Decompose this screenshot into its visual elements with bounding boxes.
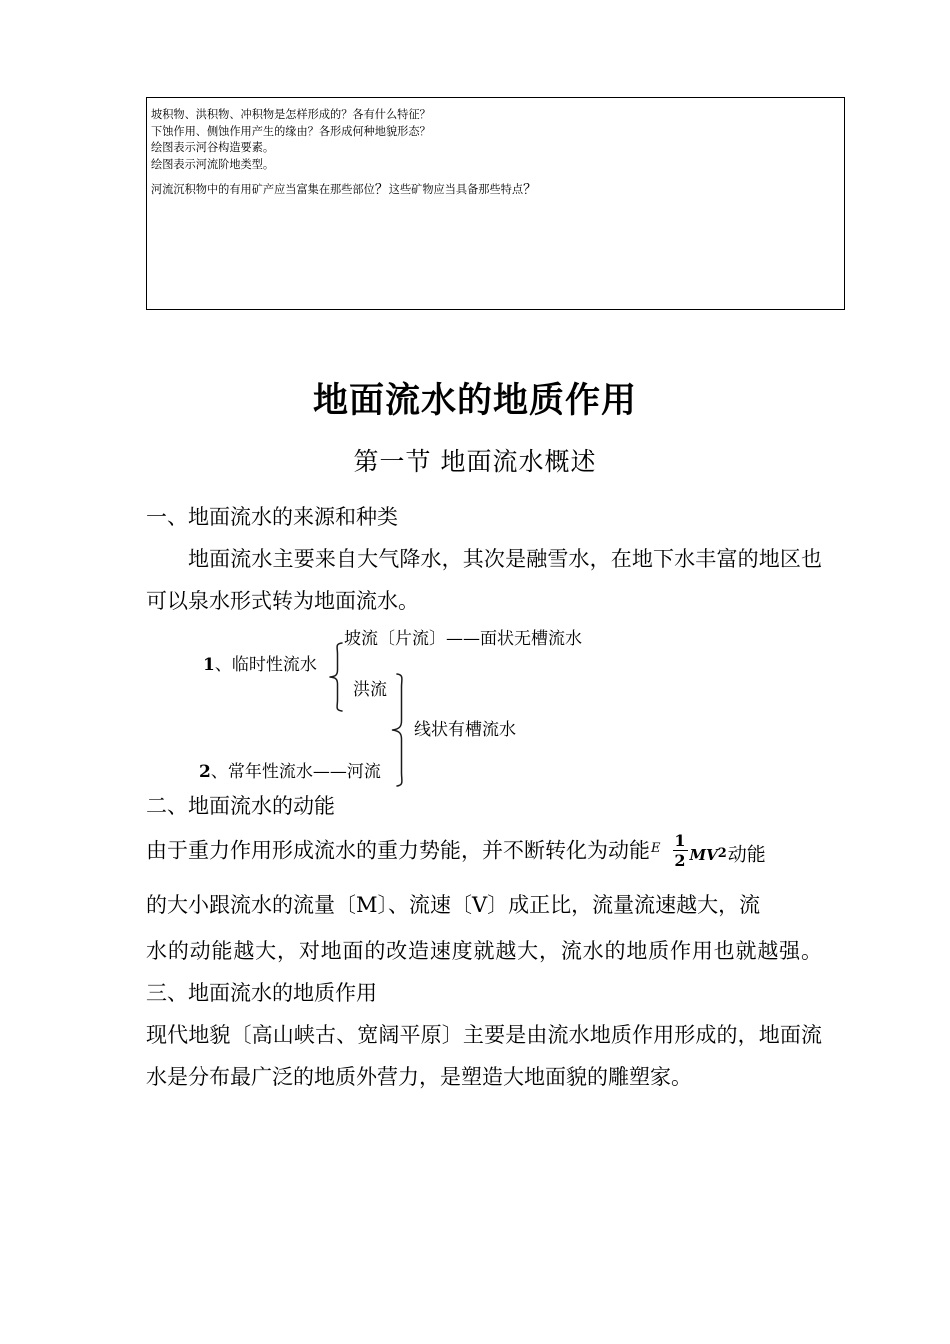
ke-text-before: 由于重力作用形成流水的重力势能，并不断转化为动能 [146,838,650,863]
question-line-3: 绘图表示河谷构造要素。 [151,141,275,154]
section-heading: 第一节 地面流水概述 [353,447,597,476]
subheading-one: 一、地面流水的来源和种类 [146,505,398,529]
paragraph-modern-landforms: 现代地貌〔高山峡古、宽阔平原〕主要是由流水地质作用形成的，地面流水是分布最广泛的地质外营力，是塑造大地面貌的雕塑家。 [146,1023,822,1089]
formula-denominator: 2 [674,851,686,870]
kinetic-energy-formula [651,828,727,876]
diagram-temporary-text: 临时性流水 [231,655,317,675]
paragraph-energy-effects: 水的动能越大，对地面的改造速度就越大，流水的地质作用也就越强。三、地面流水的地质作用 [146,939,822,1005]
paragraph-kinetic-energy-line2: 的大小跟流水的流量〔M〕、流速〔V〕成正比，流量流速越大，流 [146,893,761,917]
question-line-2: 下蚀作用、侧蚀作用产生的缘由？各形成何种地貌形态？ [151,124,431,138]
question-line-5-part-a: 河流沉积物中的有用矿产应当富集在那些部位 [151,183,375,196]
subheading-two: 二、地面流水的动能 [146,794,335,818]
formula-mv: MV [689,846,718,864]
diagram-separator-2: 、 [210,762,228,782]
diagram-label-perennial-flow [199,760,381,784]
question-line-1: 坡积物、洪积物、冲积物是怎样形成的？各有什么特征？ [151,108,431,121]
formula-numerator: 1 [674,831,686,850]
question-line-5-part-b: 这些矿物应当具备那些特点 [388,183,524,196]
diagram-separator-1: 、 [214,655,232,675]
ke-text-after: 动能 [727,843,766,866]
diagram-label-flood-flow: 洪流 [353,680,387,700]
question-mark-2: ？ [523,182,538,198]
brace-large-icon [389,673,411,787]
diagram-label-linear-flow: 线状有槽流水 [414,720,516,740]
brace-small-icon [328,642,348,712]
flow-classification-diagram [146,620,846,810]
paragraph-sources: 地面流水主要来自大气降水，其次是融雪水，在地下水丰富的地区也可以泉水形式转为地面流水。 [146,547,822,613]
question-line-5 [151,182,844,199]
paragraph-kinetic-energy [146,828,826,876]
question-mark-1: ？ [374,182,389,198]
question-box [146,97,845,310]
diagram-label-slope-flow: 坡流〔片流〕——面状无槽流水 [344,629,582,649]
diagram-item-number-1: 1 [203,655,215,675]
formula-exponent: 2 [717,846,727,861]
formula-fraction [673,832,688,869]
diagram-item-number-2: 2 [199,762,211,782]
formula-symbol-E: E [651,841,661,856]
diagram-perennial-text: 常年性流水——河流 [227,762,381,782]
question-line-4: 绘图表示河流阶地类型。 [151,157,275,171]
page-title: 地面流水的地质作用 [312,380,637,421]
diagram-label-temporary-flow [203,653,317,677]
